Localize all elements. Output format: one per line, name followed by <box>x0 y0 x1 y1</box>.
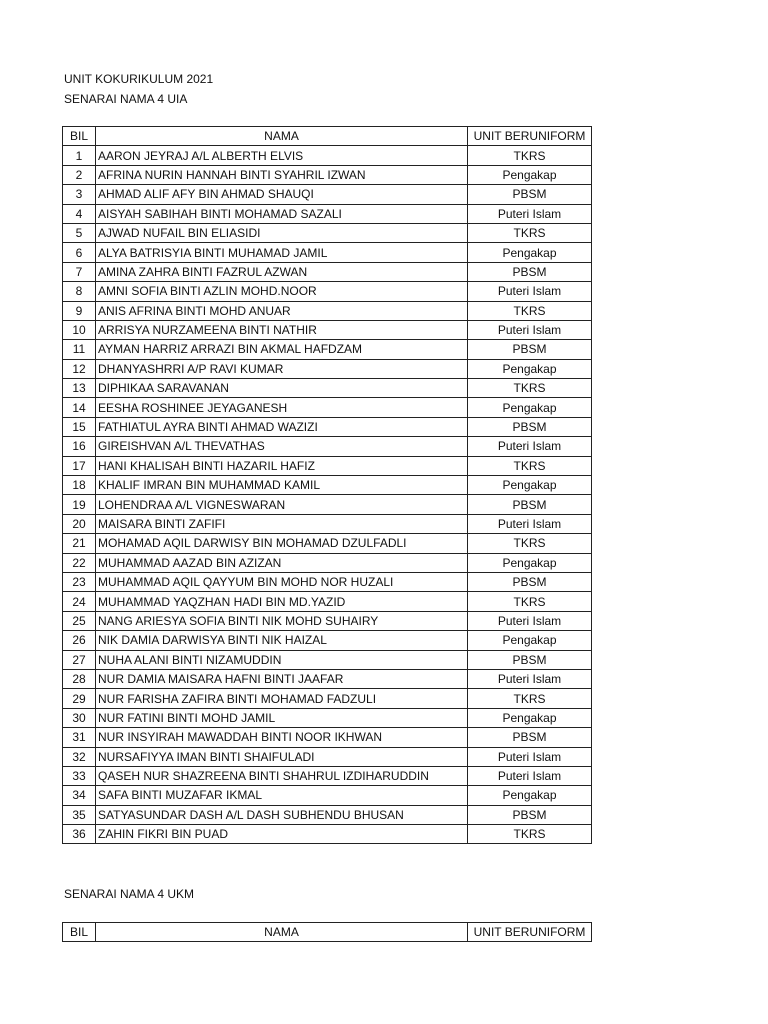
cell-unit: Pengakap <box>468 708 592 727</box>
roster-table-4-ukm <box>62 922 592 942</box>
cell-nama: AYMAN HARRIZ ARRAZI BIN AKMAL HAFDZAM <box>96 340 468 359</box>
cell-bil: 26 <box>63 631 96 650</box>
cell-nama: AMNI SOFIA BINTI AZLIN MOHD.NOOR <box>96 282 468 301</box>
table-row <box>63 165 592 184</box>
table-header-row <box>63 923 592 942</box>
cell-bil: 23 <box>63 572 96 591</box>
table-row <box>63 223 592 242</box>
cell-bil: 1 <box>63 146 96 165</box>
cell-unit: Puteri Islam <box>468 514 592 533</box>
document-title: UNIT KOKURIKULUM 2021 <box>64 72 214 86</box>
cell-unit: PBSM <box>468 805 592 824</box>
table-row <box>63 146 592 165</box>
cell-bil: 12 <box>63 359 96 378</box>
table-row <box>63 572 592 591</box>
roster-table-4-uia <box>62 126 592 844</box>
table-row <box>63 204 592 223</box>
cell-bil: 22 <box>63 553 96 572</box>
cell-nama: SAFA BINTI MUZAFAR IKMAL <box>96 786 468 805</box>
table-row <box>63 359 592 378</box>
cell-unit: Puteri Islam <box>468 320 592 339</box>
cell-nama: NUR INSYIRAH MAWADDAH BINTI NOOR IKHWAN <box>96 728 468 747</box>
cell-unit: PBSM <box>468 417 592 436</box>
table-header-row <box>63 127 592 146</box>
cell-bil: 9 <box>63 301 96 320</box>
cell-nama: DHANYASHRRI A/P RAVI KUMAR <box>96 359 468 378</box>
cell-nama: MAISARA BINTI ZAFIFI <box>96 514 468 533</box>
cell-nama: AMINA ZAHRA BINTI FAZRUL AZWAN <box>96 262 468 281</box>
column-header-unit: UNIT BERUNIFORM <box>468 923 592 942</box>
table-row <box>63 495 592 514</box>
cell-nama: DIPHIKAA SARAVANAN <box>96 379 468 398</box>
cell-bil: 3 <box>63 185 96 204</box>
table-row <box>63 553 592 572</box>
table-row <box>63 650 592 669</box>
cell-bil: 36 <box>63 825 96 844</box>
table-row <box>63 514 592 533</box>
cell-unit: Puteri Islam <box>468 437 592 456</box>
cell-bil: 14 <box>63 398 96 417</box>
cell-unit: PBSM <box>468 262 592 281</box>
cell-unit: PBSM <box>468 650 592 669</box>
column-header-nama: NAMA <box>96 127 468 146</box>
table-row <box>63 747 592 766</box>
table-row <box>63 728 592 747</box>
cell-unit: TKRS <box>468 379 592 398</box>
list2-title: SENARAI NAMA 4 UKM <box>64 887 195 901</box>
cell-unit: TKRS <box>468 689 592 708</box>
cell-unit: PBSM <box>468 185 592 204</box>
cell-bil: 28 <box>63 669 96 688</box>
table-row <box>63 476 592 495</box>
cell-nama: ZAHIN FIKRI BIN PUAD <box>96 825 468 844</box>
cell-nama: NUR DAMIA MAISARA HAFNI BINTI JAAFAR <box>96 669 468 688</box>
cell-bil: 8 <box>63 282 96 301</box>
column-header-bil: BIL <box>63 127 96 146</box>
table-row <box>63 262 592 281</box>
cell-bil: 15 <box>63 417 96 436</box>
roster-table-body <box>63 146 592 844</box>
table-row <box>63 437 592 456</box>
table-row <box>63 611 592 630</box>
cell-nama: ARRISYA NURZAMEENA BINTI NATHIR <box>96 320 468 339</box>
cell-bil: 27 <box>63 650 96 669</box>
cell-bil: 5 <box>63 223 96 242</box>
cell-bil: 10 <box>63 320 96 339</box>
list1-title: SENARAI NAMA 4 UIA <box>64 92 188 106</box>
cell-nama: LOHENDRAA A/L VIGNESWARAN <box>96 495 468 514</box>
cell-nama: NUR FATINI BINTI MOHD JAMIL <box>96 708 468 727</box>
table-row <box>63 592 592 611</box>
cell-bil: 21 <box>63 534 96 553</box>
cell-unit: PBSM <box>468 572 592 591</box>
table-row <box>63 534 592 553</box>
table-row <box>63 320 592 339</box>
cell-nama: NURSAFIYYA IMAN BINTI SHAIFULADI <box>96 747 468 766</box>
cell-nama: NANG ARIESYA SOFIA BINTI NIK MOHD SUHAIRY <box>96 611 468 630</box>
cell-bil: 30 <box>63 708 96 727</box>
cell-unit: Puteri Islam <box>468 747 592 766</box>
cell-bil: 4 <box>63 204 96 223</box>
cell-unit: TKRS <box>468 534 592 553</box>
table-row <box>63 398 592 417</box>
cell-bil: 19 <box>63 495 96 514</box>
cell-unit: Puteri Islam <box>468 611 592 630</box>
cell-nama: NUHA ALANI BINTI NIZAMUDDIN <box>96 650 468 669</box>
cell-nama: AFRINA NURIN HANNAH BINTI SYAHRIL IZWAN <box>96 165 468 184</box>
cell-unit: Puteri Islam <box>468 669 592 688</box>
cell-unit: TKRS <box>468 301 592 320</box>
table-row <box>63 301 592 320</box>
cell-unit: Pengakap <box>468 165 592 184</box>
cell-unit: TKRS <box>468 146 592 165</box>
cell-unit: PBSM <box>468 495 592 514</box>
cell-unit: Pengakap <box>468 553 592 572</box>
table-row <box>63 766 592 785</box>
cell-unit: Pengakap <box>468 243 592 262</box>
cell-nama: KHALIF IMRAN BIN MUHAMMAD KAMIL <box>96 476 468 495</box>
cell-unit: Pengakap <box>468 359 592 378</box>
cell-unit: TKRS <box>468 456 592 475</box>
cell-bil: 18 <box>63 476 96 495</box>
cell-unit: Pengakap <box>468 398 592 417</box>
cell-nama: MOHAMAD AQIL DARWISY BIN MOHAMAD DZULFADLI <box>96 534 468 553</box>
cell-nama: SATYASUNDAR DASH A/L DASH SUBHENDU BHUSAN <box>96 805 468 824</box>
cell-unit: PBSM <box>468 340 592 359</box>
cell-unit: Puteri Islam <box>468 766 592 785</box>
cell-bil: 20 <box>63 514 96 533</box>
cell-bil: 32 <box>63 747 96 766</box>
cell-bil: 25 <box>63 611 96 630</box>
cell-unit: Pengakap <box>468 631 592 650</box>
cell-bil: 29 <box>63 689 96 708</box>
cell-bil: 17 <box>63 456 96 475</box>
cell-nama: HANI KHALISAH BINTI HAZARIL HAFIZ <box>96 456 468 475</box>
cell-bil: 16 <box>63 437 96 456</box>
cell-nama: NUR FARISHA ZAFIRA BINTI MOHAMAD FADZULI <box>96 689 468 708</box>
cell-nama: AISYAH SABIHAH BINTI MOHAMAD SAZALI <box>96 204 468 223</box>
table-row <box>63 417 592 436</box>
column-header-bil: BIL <box>63 923 96 942</box>
cell-nama: MUHAMMAD YAQZHAN HADI BIN MD.YAZID <box>96 592 468 611</box>
column-header-nama: NAMA <box>96 923 468 942</box>
cell-nama: GIREISHVAN A/L THEVATHAS <box>96 437 468 456</box>
table-row <box>63 631 592 650</box>
cell-nama: ALYA BATRISYIA BINTI MUHAMAD JAMIL <box>96 243 468 262</box>
cell-bil: 13 <box>63 379 96 398</box>
cell-nama: QASEH NUR SHAZREENA BINTI SHAHRUL IZDIHARUDDIN <box>96 766 468 785</box>
table-row <box>63 669 592 688</box>
cell-nama: NIK DAMIA DARWISYA BINTI NIK HAIZAL <box>96 631 468 650</box>
table-row <box>63 340 592 359</box>
cell-unit: PBSM <box>468 728 592 747</box>
table-row <box>63 456 592 475</box>
cell-bil: 6 <box>63 243 96 262</box>
cell-nama: FATHIATUL AYRA BINTI AHMAD WAZIZI <box>96 417 468 436</box>
table-row <box>63 805 592 824</box>
cell-bil: 2 <box>63 165 96 184</box>
cell-nama: AHMAD ALIF AFY BIN AHMAD SHAUQI <box>96 185 468 204</box>
cell-unit: TKRS <box>468 825 592 844</box>
cell-nama: MUHAMMAD AAZAD BIN AZIZAN <box>96 553 468 572</box>
cell-nama: EESHA ROSHINEE JEYAGANESH <box>96 398 468 417</box>
column-header-unit: UNIT BERUNIFORM <box>468 127 592 146</box>
cell-bil: 33 <box>63 766 96 785</box>
table-row <box>63 243 592 262</box>
table-row <box>63 825 592 844</box>
table-row <box>63 282 592 301</box>
cell-bil: 35 <box>63 805 96 824</box>
cell-bil: 34 <box>63 786 96 805</box>
table-row <box>63 786 592 805</box>
cell-unit: Puteri Islam <box>468 204 592 223</box>
table-row <box>63 689 592 708</box>
cell-bil: 7 <box>63 262 96 281</box>
cell-nama: AJWAD NUFAIL BIN ELIASIDI <box>96 223 468 242</box>
cell-nama: MUHAMMAD AQIL QAYYUM BIN MOHD NOR HUZALI <box>96 572 468 591</box>
cell-unit: Puteri Islam <box>468 282 592 301</box>
cell-bil: 24 <box>63 592 96 611</box>
table-row <box>63 379 592 398</box>
cell-unit: TKRS <box>468 223 592 242</box>
cell-nama: AARON JEYRAJ A/L ALBERTH ELVIS <box>96 146 468 165</box>
cell-unit: TKRS <box>468 592 592 611</box>
cell-bil: 31 <box>63 728 96 747</box>
table-row <box>63 708 592 727</box>
cell-nama: ANIS AFRINA BINTI MOHD ANUAR <box>96 301 468 320</box>
table-row <box>63 185 592 204</box>
cell-unit: Pengakap <box>468 476 592 495</box>
cell-unit: Pengakap <box>468 786 592 805</box>
cell-bil: 11 <box>63 340 96 359</box>
